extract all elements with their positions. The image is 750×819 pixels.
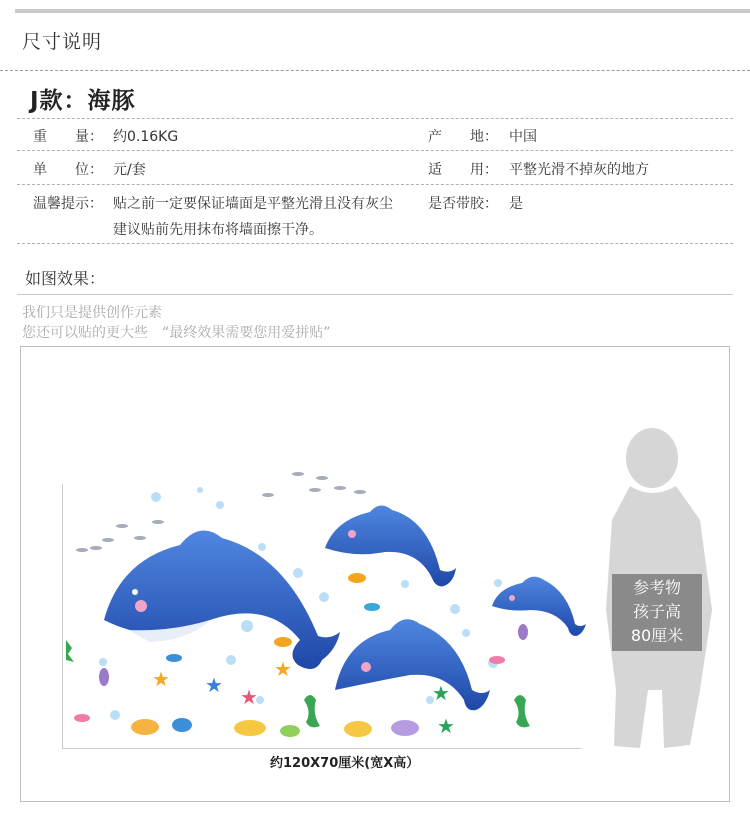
svg-text:★: ★: [274, 657, 292, 681]
tip-text-line2: 建议贴前先用抹布将墙面擦干净。: [113, 222, 323, 238]
reference-line-1: 参考物: [632, 578, 681, 597]
svg-text:★: ★: [240, 685, 258, 709]
unit-label: 单 位：: [33, 162, 103, 178]
unit-value: 元/套: [113, 162, 146, 178]
reference-line-3: 80厘米: [630, 626, 684, 645]
usage-label: 适 用：: [428, 162, 498, 178]
origin-label: 产 地：: [428, 129, 498, 145]
svg-text:★: ★: [205, 673, 223, 697]
origin-value: 中国: [509, 129, 537, 145]
coral-icon: [131, 718, 419, 737]
dolphin-medium-icon: [325, 505, 456, 586]
effect-title: 如图效果：: [25, 269, 106, 288]
svg-text:★: ★: [432, 681, 450, 705]
glue-value: 是: [509, 196, 523, 212]
weight-value: 约0.16KG: [113, 129, 179, 145]
dolphin-large-icon: [104, 530, 340, 669]
svg-text:★: ★: [152, 667, 170, 691]
reference-line-2: 孩子高: [632, 602, 681, 621]
weight-label: 重 量：: [33, 129, 103, 145]
usage-value: 平整光滑不掉灰的地方: [509, 162, 649, 178]
size-caption: 约120X70厘米(宽X高）: [270, 756, 420, 771]
product-title: J款：海豚: [30, 88, 136, 114]
section-title: 尺寸说明: [22, 31, 103, 53]
svg-text:★: ★: [437, 714, 455, 738]
tip-text-line1: 贴之前一定要保证墙面是平整光滑且没有灰尘: [113, 196, 393, 212]
glue-label: 是否带胶：: [428, 196, 498, 212]
effect-note-1: 我们只是提供创作元素: [22, 305, 162, 321]
dolphin-small-icon: [492, 577, 586, 636]
tip-label: 温馨提示：: [33, 196, 103, 212]
reference-label: [612, 574, 702, 651]
effect-note-2: 您还可以贴的更大些 “最终效果需要您用爱拼贴”: [22, 325, 331, 341]
